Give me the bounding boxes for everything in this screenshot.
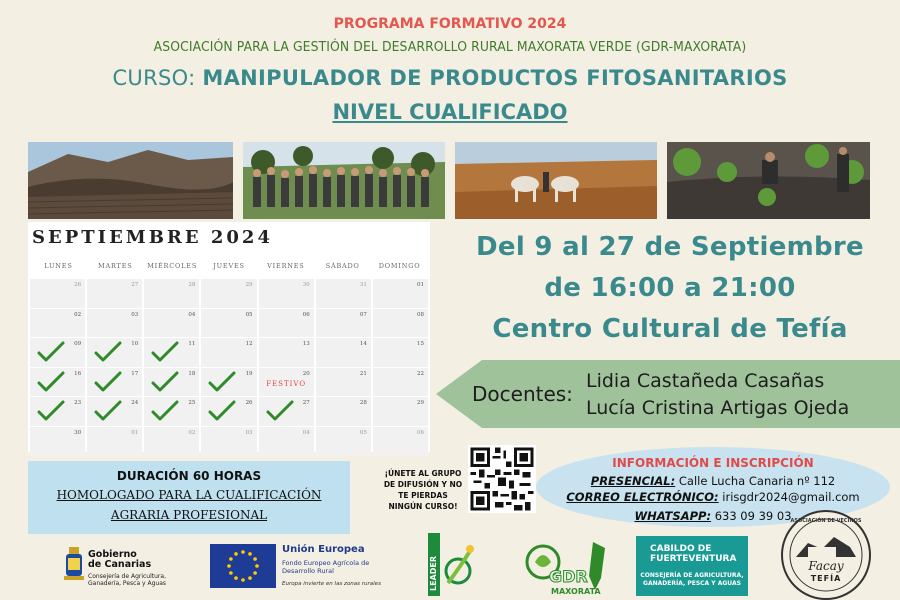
calendar-title: SEPTIEMBRE 2024 <box>32 227 273 248</box>
cabildo-subtitle: CONSEJERÍA DE AGRICULTURA, GANADERÍA, PESCA Y AGUAS <box>640 572 744 587</box>
eu-star-icon <box>229 557 233 561</box>
day-number: 04 <box>302 429 310 436</box>
day-number: 08 <box>416 311 424 318</box>
calendar-day <box>373 397 428 426</box>
day-number: 01 <box>131 429 139 436</box>
calendar-day <box>144 309 199 338</box>
checkmark-icon <box>93 340 123 364</box>
calendar-day <box>259 427 314 456</box>
day-number: 29 <box>416 400 424 407</box>
course-name: MANIPULADOR DE PRODUCTOS FITOSANITARIOS <box>202 66 788 90</box>
course-venue: Centro Cultural de Tefía <box>492 314 848 344</box>
day-number: 27 <box>302 400 310 407</box>
day-number: 31 <box>359 282 367 288</box>
calendar-day <box>30 309 85 338</box>
eu-star-icon <box>241 578 245 582</box>
course-hours: de 16:00 a 21:00 <box>544 273 796 303</box>
course-level: NIVEL CUALIFICADO <box>332 100 568 124</box>
eu-star-icon <box>234 576 238 580</box>
weekday-label: MIÉRCOLES <box>147 262 198 270</box>
photo-plowing-camels <box>455 142 657 219</box>
contact-address <box>536 474 890 488</box>
qr-code[interactable] <box>468 445 536 513</box>
qr-caption-line: TE PIERDAS <box>398 491 448 500</box>
calendar-day <box>30 279 85 308</box>
weekday-label: LUNES <box>44 262 73 270</box>
calendar-day <box>373 368 428 397</box>
day-number: 03 <box>245 429 253 436</box>
day-number: 29 <box>245 282 253 288</box>
teachers-label: Docentes: <box>472 382 573 406</box>
day-number: 12 <box>245 341 253 348</box>
day-number: 19 <box>245 370 253 377</box>
weekday-label: SÁBADO <box>325 262 360 270</box>
email-link[interactable]: irisgdr2024@gmail.com <box>718 490 860 504</box>
day-number: 20 <box>302 370 310 377</box>
day-number: 09 <box>74 341 82 348</box>
photo-vineyard <box>667 142 870 219</box>
qr-caption-line: NINGÚN CURSO! <box>388 502 458 511</box>
gdr-maxorata-logo <box>525 538 620 596</box>
checkmark-icon <box>207 399 237 423</box>
day-number: 02 <box>188 429 196 436</box>
gdr-sub-text: MAXORATA <box>551 587 601 596</box>
calendar-day <box>144 279 199 308</box>
calendar-day <box>201 279 256 308</box>
day-number: 02 <box>74 311 82 318</box>
calendar-day <box>373 279 428 308</box>
calendar-day <box>316 279 371 308</box>
qr-caption <box>378 468 468 512</box>
day-number: 01 <box>416 282 424 288</box>
eu-star-icon <box>253 571 257 575</box>
union-europea-logo <box>210 540 390 596</box>
eu-star-icon <box>253 557 257 561</box>
calendar-day <box>87 309 142 338</box>
calendar-day <box>373 427 428 456</box>
homologation-line: HOMOLOGADO PARA LA CUALIFICACIÓN <box>56 488 322 502</box>
facay-tefia-logo <box>778 507 874 600</box>
eu-star-icon <box>229 571 233 575</box>
day-number: 06 <box>416 429 424 436</box>
day-number: 22 <box>416 370 424 377</box>
cabildo-fuerteventura-logo <box>636 536 748 596</box>
gobierno-canarias-logo <box>60 538 190 596</box>
eu-star-icon <box>234 552 238 556</box>
coat-of-arms-icon <box>62 544 86 584</box>
checkmark-icon <box>36 340 66 364</box>
calendar-day <box>259 338 314 367</box>
day-number: 15 <box>416 341 424 348</box>
calendar-day <box>201 397 256 426</box>
calendar-day <box>144 368 199 397</box>
gobierno-title <box>88 550 151 570</box>
calendar-day <box>201 427 256 456</box>
checkmark-icon <box>150 399 180 423</box>
teacher-name: Lidia Castañeda Casañas <box>586 370 825 392</box>
qr-caption-line: DE DIFUSIÓN Y NO <box>383 480 463 489</box>
email-label: CORREO ELECTRÓNICO: <box>566 490 719 504</box>
calendar-day <box>201 368 256 397</box>
gdr-text: GDR <box>549 567 588 586</box>
qr-caption-line: ¡ÚNETE AL GRUPO <box>384 469 462 478</box>
calendar-day <box>87 368 142 397</box>
calendar-day <box>316 309 371 338</box>
contact-email <box>536 490 890 504</box>
calendar-day <box>373 309 428 338</box>
day-number: 11 <box>188 341 196 348</box>
day-number: 17 <box>131 370 139 377</box>
day-number: 21 <box>359 370 367 377</box>
day-number: 26 <box>245 400 253 407</box>
day-number: 28 <box>359 400 367 407</box>
gobierno-title-line: Gobierno <box>88 549 137 560</box>
address-value: Calle Lucha Canaria nº 112 <box>675 474 836 488</box>
cabildo-title-line: FUERTEVENTURA <box>650 554 737 564</box>
day-number: 25 <box>188 400 196 407</box>
calendar-day <box>259 397 314 426</box>
calendar-day <box>30 427 85 456</box>
ue-title: Unión Europea <box>282 544 365 555</box>
facay-name: Facay <box>808 559 844 573</box>
calendar-grid <box>30 279 428 456</box>
day-number: 13 <box>302 341 310 348</box>
calendar-day <box>316 368 371 397</box>
day-number: 27 <box>131 282 139 288</box>
eu-star-icon <box>241 550 245 554</box>
cabildo-title-line: CABILDO DE <box>650 544 712 554</box>
program-title: PROGRAMA FORMATIVO 2024 <box>333 16 567 32</box>
duration-title: DURACIÓN 60 HORAS <box>116 469 262 483</box>
checkmark-icon <box>150 370 180 394</box>
calendar-day <box>259 279 314 308</box>
course-dates: Del 9 al 27 de Septiembre <box>476 232 864 262</box>
day-number: 04 <box>188 311 196 318</box>
calendar-day <box>87 397 142 426</box>
calendar-weekdays <box>30 262 428 270</box>
calendar-day <box>201 338 256 367</box>
weekday-label: VIERNES <box>267 262 305 270</box>
weekday-label: JUEVES <box>213 262 245 270</box>
day-number: 10 <box>131 341 139 348</box>
calendar-day <box>144 397 199 426</box>
checkmark-icon <box>36 399 66 423</box>
calendar-day <box>259 368 314 397</box>
calendar-day <box>259 309 314 338</box>
leader-logo <box>428 533 478 596</box>
calendar-day <box>30 338 85 367</box>
gobierno-title-line: de Canarias <box>88 559 152 570</box>
day-number: 23 <box>74 400 82 407</box>
day-number: 05 <box>245 311 253 318</box>
checkmark-icon <box>207 370 237 394</box>
contact-title: INFORMACIÓN E INSCRIPCIÓN <box>612 456 814 470</box>
calendar-day <box>87 427 142 456</box>
teacher-name: Lucía Cristina Artigas Ojeda <box>586 397 850 419</box>
ue-motto: Europa invierte en las zonas rurales <box>282 581 381 587</box>
eu-star-icon <box>227 564 231 568</box>
duration-box <box>28 461 350 534</box>
association-name: ASOCIACIÓN PARA LA GESTIÓN DEL DESARROLLO RURAL MAXORATA VERDE (GDR-MAXORATA) <box>153 39 747 55</box>
facay-ring-text: ASOCIACIÓN DE VECINOS <box>790 518 862 524</box>
calendar-day <box>316 338 371 367</box>
day-number: 05 <box>359 429 367 436</box>
holiday-label: FESTIVO <box>266 379 307 388</box>
day-number: 14 <box>359 341 367 348</box>
weekday-label: DOMINGO <box>378 262 421 270</box>
september-calendar <box>28 222 430 452</box>
teachers-banner <box>436 360 900 428</box>
gobierno-subtitle: Consejería de Agricultura, Ganadería, Pesca y Aguas <box>88 573 167 587</box>
calendar-day <box>87 279 142 308</box>
eu-star-icon <box>248 552 252 556</box>
calendar-day <box>201 309 256 338</box>
eu-star-icon <box>255 564 259 568</box>
homologation-line: AGRARIA PROFESIONAL <box>110 508 268 522</box>
whatsapp-label: WHATSAPP: <box>634 509 712 523</box>
photo-group <box>243 142 445 219</box>
calendar-day <box>373 338 428 367</box>
facay-subtitle: TEFÍA <box>810 574 842 583</box>
day-number: 16 <box>74 370 82 377</box>
calendar-day <box>316 397 371 426</box>
course-title <box>0 66 900 90</box>
calendar-day <box>144 338 199 367</box>
calendar-day <box>87 338 142 367</box>
leader-text: LEADER <box>429 555 438 591</box>
photo-volcanic-landscape <box>28 142 233 219</box>
eu-flag-icon <box>210 544 276 588</box>
checkmark-icon <box>265 399 295 423</box>
day-number: 06 <box>302 311 310 318</box>
checkmark-icon <box>93 370 123 394</box>
checkmark-icon <box>36 370 66 394</box>
weekday-label: MARTES <box>98 262 133 270</box>
eu-star-icon <box>248 576 252 580</box>
day-number: 30 <box>74 429 82 436</box>
day-number: 24 <box>131 400 139 407</box>
checkmark-icon <box>150 340 180 364</box>
calendar-day <box>30 397 85 426</box>
calendar-day <box>316 427 371 456</box>
day-number: 07 <box>359 311 367 318</box>
course-prefix: CURSO: <box>112 66 203 90</box>
cabildo-title <box>650 544 736 564</box>
checkmark-icon <box>93 399 123 423</box>
day-number: 28 <box>188 282 196 288</box>
whatsapp-number[interactable]: 633 09 39 03 <box>711 509 792 523</box>
ue-subtitle: Fondo Europeo Agrícola de Desarrollo Rural <box>282 559 370 575</box>
day-number: 30 <box>302 282 310 288</box>
day-number: 26 <box>74 282 82 288</box>
day-number: 18 <box>188 370 196 377</box>
calendar-day <box>30 368 85 397</box>
day-number: 03 <box>131 311 139 318</box>
address-label: PRESENCIAL: <box>590 474 676 488</box>
calendar-day <box>144 427 199 456</box>
